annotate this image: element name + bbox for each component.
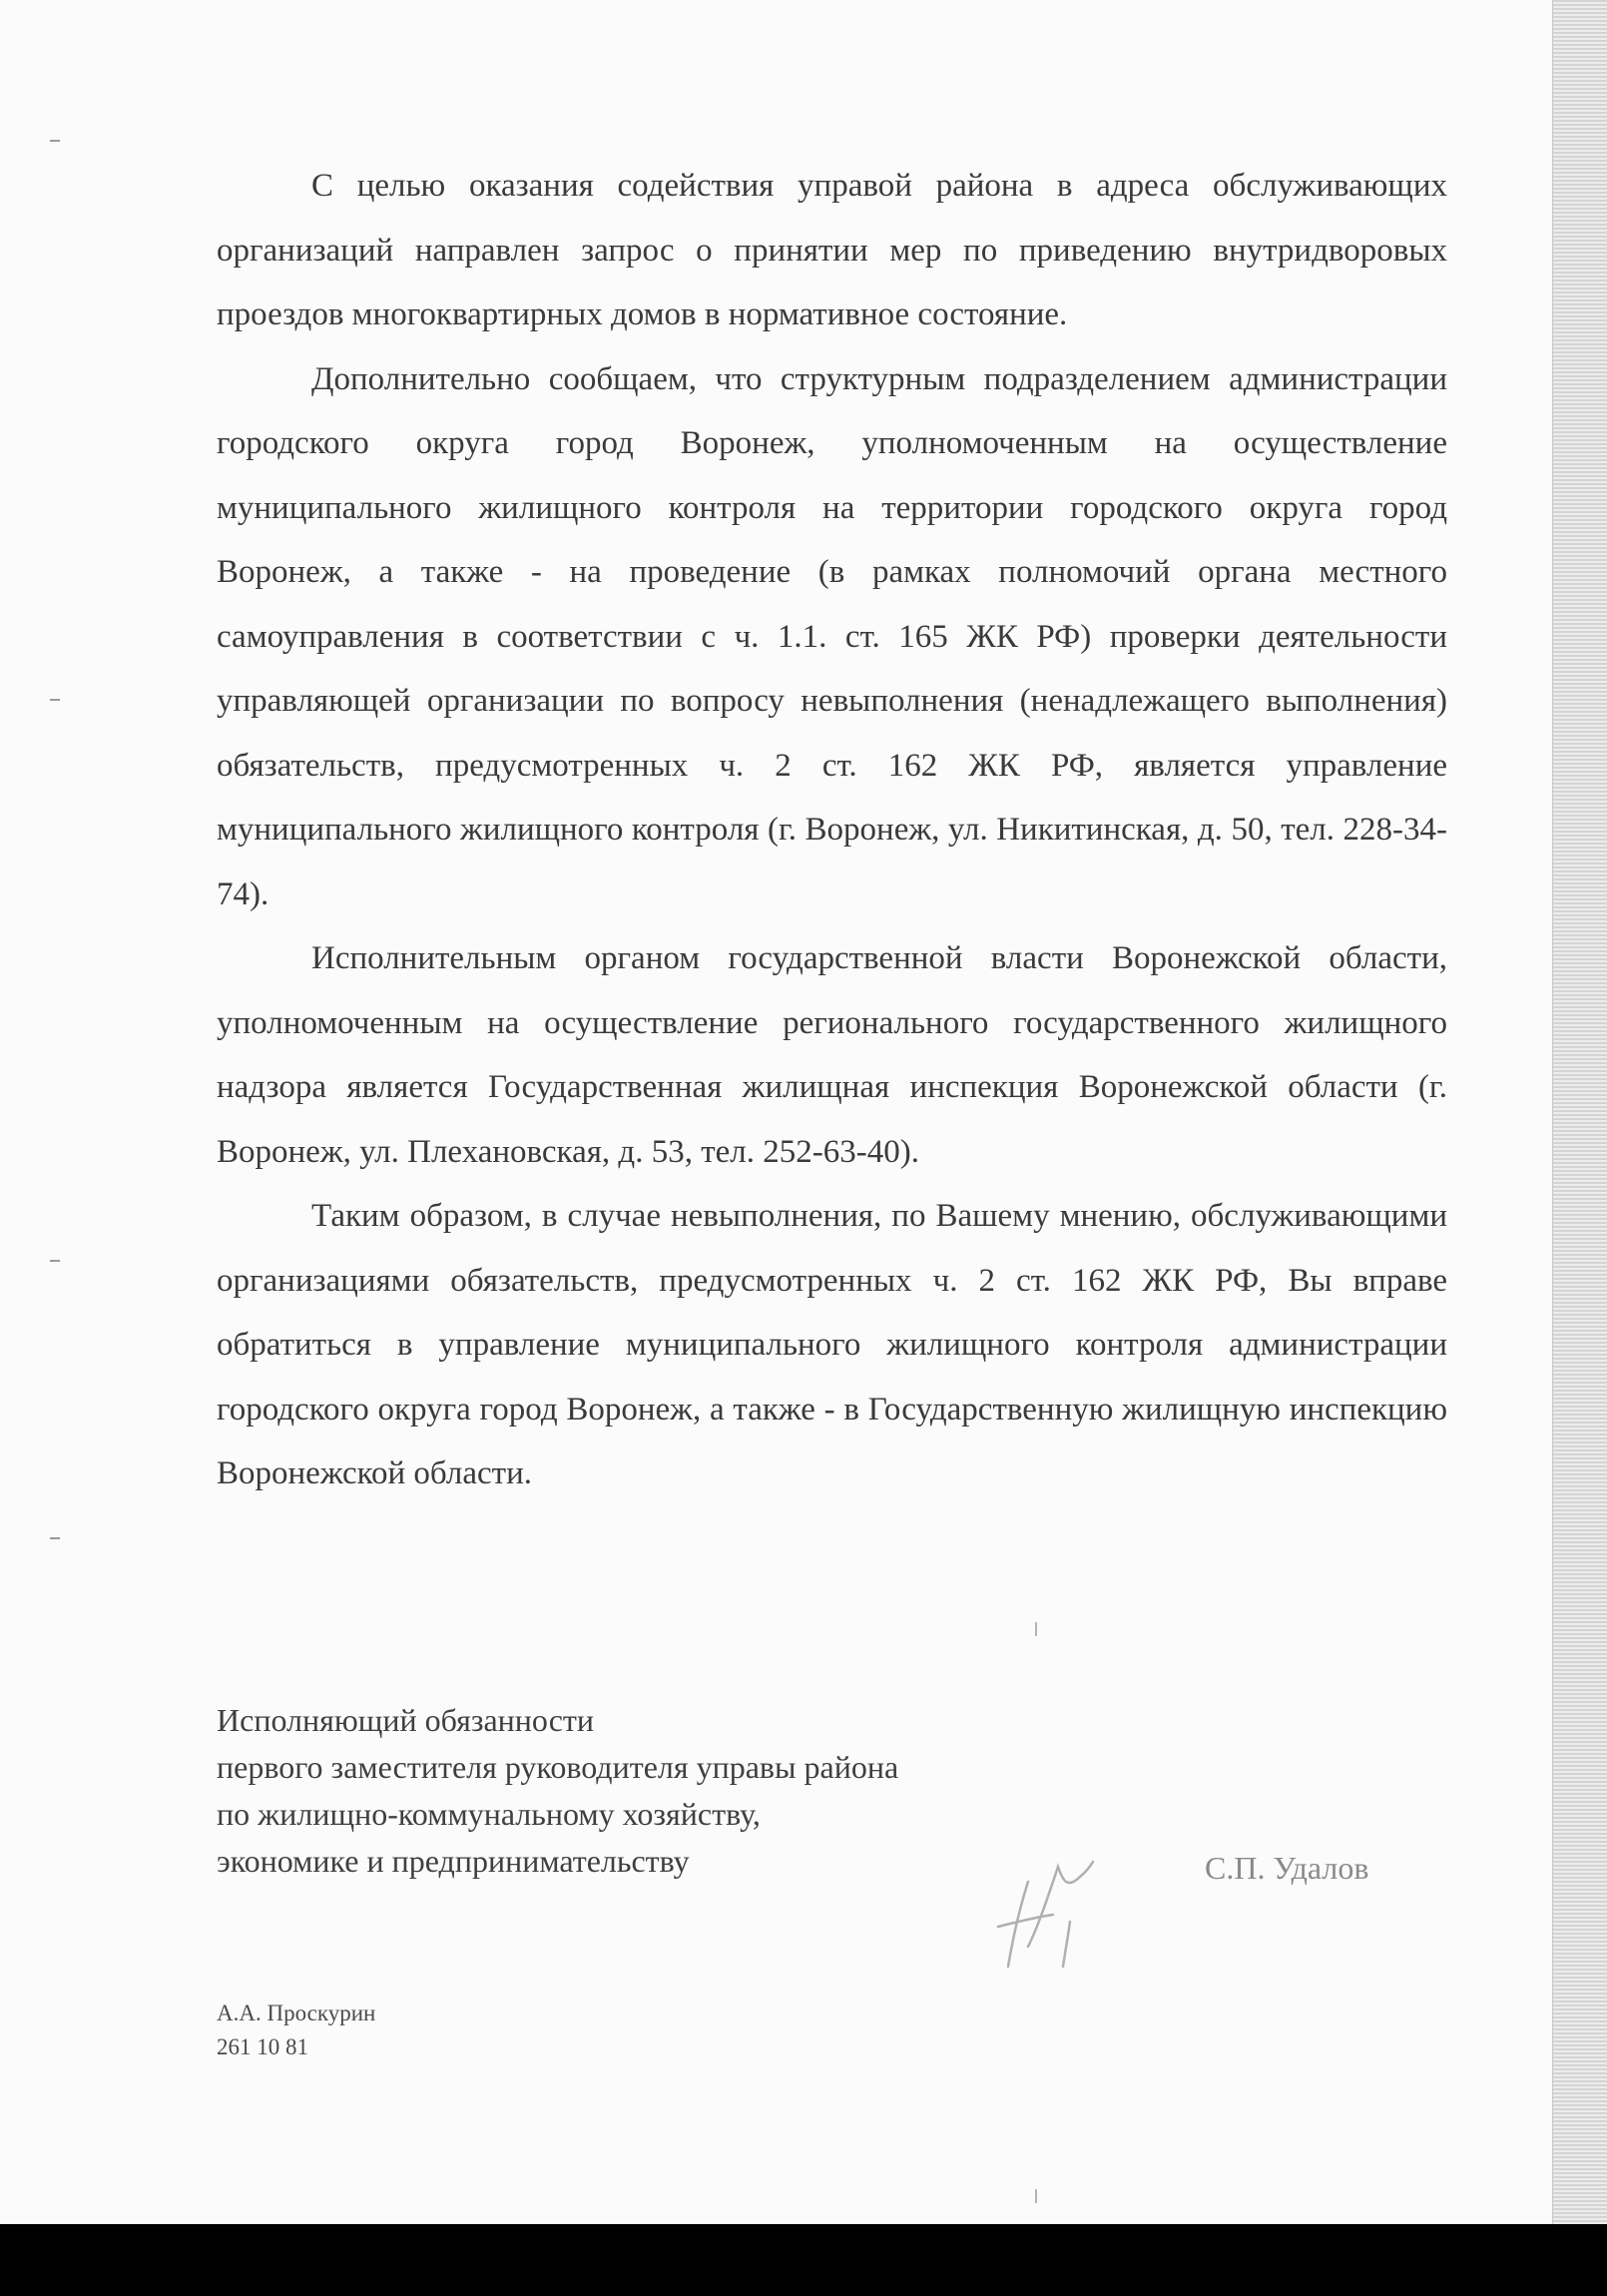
signatory-title-line: Исполняющий обязанности [217, 1702, 595, 1738]
margin-mark [50, 140, 60, 142]
signatory-title-line: первого заместителя руководителя управы района [217, 1749, 899, 1785]
signatory-title-line: по жилищно-коммунальному хозяйству, [217, 1796, 761, 1832]
paragraph-4: Таким образом, в случае невыполнения, по Вашему мнению, обслуживающими организациями обязательств, предусмотренных ч. 2 ст. 162 ЖК РФ, Вы вправе обратиться в управление муниципального жилищного контроля администрации городского округа город Воронеж, а также - в Государственную жилищную инспекцию Воронежской области. [217, 1198, 1447, 1491]
executor-info [217, 1997, 375, 2064]
handwritten-signature [968, 1827, 1168, 1987]
letter-body [217, 154, 1447, 1506]
signatory-title-line: экономике и предпринимательству [217, 1843, 690, 1879]
margin-mark [50, 699, 60, 701]
paragraph-2: Дополнительно сообщаем, что структурным подразделением администрации городского округа город Воронеж, уполномоченным на осуществление муниципального жилищного контроля на территории городского округа город Воронеж, а также - на проведение (в рамках полномочий органа местного самоуправления в соответствии с ч. 1.1. ст. 165 ЖК РФ) проверки деятельности управляющей организации по вопросу невыполнения (ненадлежащего выполнения) обязательств, предусмотренных ч. 2 ст. 162 ЖК РФ, является управление муниципального жилищного контроля (г. Воронеж, ул. Никитинская, д. 50, тел. 228-34-74). [217, 360, 1447, 912]
scan-tick [1035, 2189, 1037, 2203]
signatory-name: С.П. Удалов [1205, 1850, 1369, 1886]
scan-bottom-border [0, 2224, 1607, 2296]
signatory-title [217, 1697, 898, 1885]
scanner-edge-strip [1552, 0, 1607, 2224]
executor-phone: 261 10 81 [217, 2034, 308, 2059]
margin-mark [50, 1260, 60, 1262]
paragraph-1: С целью оказания содействия управой района в адреса обслуживающих организаций направлен запрос о принятии мер по приведению внутридворовых проездов многоквартирных домов в нормативное состояние. [217, 168, 1447, 332]
paragraph-3: Исполнительным органом государственной власти Воронежской области, уполномоченным на осуществление регионального государственного жилищного надзора является Государственная жилищная инспекция Воронежской области (г. Воронеж, ул. Плехановская, д. 53, тел. 252-63-40). [217, 940, 1447, 1170]
margin-mark [50, 1537, 60, 1539]
executor-name: А.А. Проскурин [217, 2001, 376, 2025]
scan-tick [1035, 1622, 1037, 1636]
